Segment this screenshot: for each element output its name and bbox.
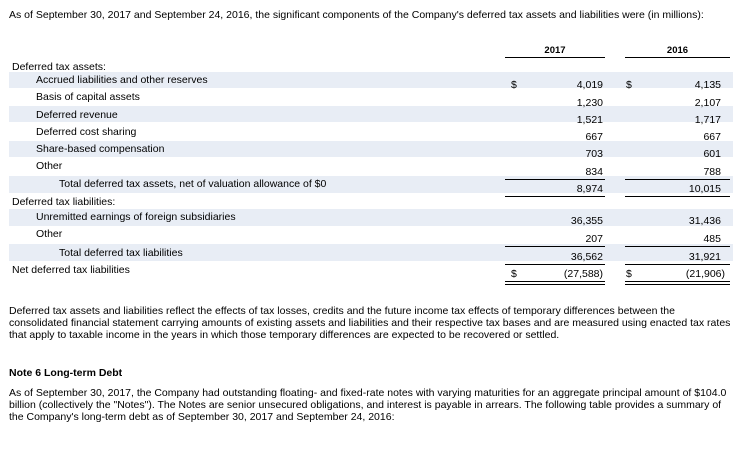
value-2017-basis-of-capital-assets: 1,230 — [576, 97, 603, 109]
value-2016-total-deferred-tax-assets: 10,015 — [688, 183, 721, 195]
value-2016-deferred-revenue: 1,717 — [694, 114, 721, 126]
value-2017-unremitted-earnings: 36,355 — [570, 215, 603, 227]
row-label-other-liabilities: Other — [36, 228, 63, 240]
row-label-accrued-liabilities: Accrued liabilities and other reserves — [36, 74, 208, 86]
total-rule-2016 — [625, 196, 730, 197]
column-header-2016: 2016 — [666, 45, 689, 56]
row-label-basis-of-capital-assets: Basis of capital assets — [36, 91, 140, 103]
total-rule-2017 — [505, 264, 605, 265]
value-2016-total-deferred-tax-liabilities: 31,921 — [688, 251, 721, 263]
value-2016-other-liabilities: 485 — [703, 233, 721, 245]
currency-symbol-2016: $ — [626, 79, 632, 91]
currency-symbol-2017: $ — [511, 268, 517, 280]
value-2016-unremitted-earnings: 31,436 — [688, 215, 721, 227]
row-label-deferred-revenue: Deferred revenue — [36, 109, 118, 121]
value-2016-accrued-liabilities: 4,135 — [694, 79, 721, 91]
value-2017-share-based-compensation: 703 — [585, 148, 603, 160]
row-label-net-deferred-tax-liabilities: Net deferred tax liabilities — [12, 264, 130, 276]
row-label-share-based-compensation: Share-based compensation — [36, 143, 165, 155]
row-label-deferred-cost-sharing: Deferred cost sharing — [36, 126, 137, 138]
value-2017-deferred-cost-sharing: 667 — [585, 131, 603, 143]
value-2017-total-deferred-tax-assets: 8,974 — [576, 183, 603, 195]
deferred-tax-explanation-paragraph: Deferred tax assets and liabilities reflect the effects of tax losses, credits and the future income tax effects of temporary differences between the consolidated financial statement carrying amounts of existing assets and liabilities and their respective tax bases and are measured using enacted tax rates that apply to taxable income in the years in which those temporary differences are expected to be recovered or settled. — [9, 305, 731, 341]
row-label-total-deferred-tax-assets: Total deferred tax assets, net of valuation allowance of $0 — [59, 178, 327, 190]
value-2017-deferred-revenue: 1,521 — [576, 114, 603, 126]
row-label-other-assets: Other — [36, 160, 63, 172]
value-2016-net-deferred-tax-liabilities: (21,906) — [685, 268, 725, 280]
subtotal-rule-2017 — [505, 246, 605, 247]
value-2017-accrued-liabilities: 4,019 — [576, 79, 603, 91]
subtotal-rule-2017 — [505, 179, 605, 180]
value-2017-other-liabilities: 207 — [585, 233, 603, 245]
value-2017-net-deferred-tax-liabilities: (27,588) — [563, 268, 603, 280]
note-6-heading: Note 6 Long-term Debt — [9, 367, 123, 379]
total-rule-2016 — [625, 264, 730, 265]
total-rule-2017 — [505, 196, 605, 197]
column-header-2017: 2017 — [544, 45, 566, 56]
row-label-unremitted-earnings: Unremitted earnings of foreign subsidiaries — [36, 211, 236, 223]
currency-symbol-2016: $ — [626, 268, 632, 280]
currency-symbol-2017: $ — [511, 79, 517, 91]
subtotal-rule-2016 — [625, 179, 730, 180]
grand-total-double-rule-2016 — [625, 281, 730, 285]
note-6-paragraph: As of September 30, 2017, the Company had outstanding floating- and fixed-rate notes with varying maturities for an aggregate principal amount of $104.0 billion (collectively the "Notes"). The Notes are senior unsecured obligations, and interest is payable in arrears. The following table provides a summary of the Company's long-term debt as of September 30, 2017 and September 24, 2016: — [9, 387, 727, 423]
intro-paragraph: As of September 30, 2017 and September 24, 2016, the significant components of the Company's deferred tax assets and liabilities were (in millions): — [9, 9, 704, 21]
value-2016-deferred-cost-sharing: 667 — [703, 131, 721, 143]
value-2017-other-assets: 834 — [585, 166, 603, 178]
row-label-total-deferred-tax-liabilities: Total deferred tax liabilities — [59, 247, 183, 259]
column-header-2017-rule — [505, 57, 605, 58]
column-header-2016-rule — [625, 57, 730, 58]
value-2017-total-deferred-tax-liabilities: 36,562 — [570, 251, 603, 263]
value-2016-share-based-compensation: 601 — [703, 148, 721, 160]
value-2016-basis-of-capital-assets: 2,107 — [694, 97, 721, 109]
section-header-deferred-tax-assets: Deferred tax assets: — [12, 61, 106, 73]
value-2016-other-assets: 788 — [703, 166, 721, 178]
grand-total-double-rule-2017 — [505, 281, 605, 285]
section-header-deferred-tax-liabilities: Deferred tax liabilities: — [12, 196, 116, 208]
subtotal-rule-2016 — [625, 246, 730, 247]
